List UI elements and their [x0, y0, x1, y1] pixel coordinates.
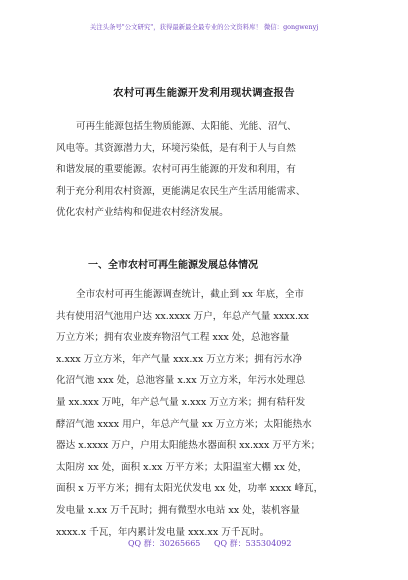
body-paragraph — [56, 284, 356, 543]
footer-qq-group-right: QQ 群：535304092 — [214, 539, 292, 548]
document-title: 农村可再生能源开发利用现状调查报告 — [113, 87, 295, 99]
body-line: 共有使用沼气池用户达 xx.xxxx 万户，年总产气量 xxxx.xx — [56, 310, 309, 322]
intro-line: 风电等。其资源潜力大，环境污染低，是有利于人与自然 — [56, 142, 296, 154]
body-line: x.xxx 万立方米，年产气量 xxx.xx 万立方米；拥有污水净 — [56, 353, 303, 365]
intro-line: 利于充分利用农村资源，更能满足农民生产生活用能需求、 — [56, 185, 306, 197]
body-line: xxxx.x 千瓦，年内累计发电量 xxx.xx 万千瓦时。 — [56, 526, 270, 538]
header-banner: 关注头条号"公文研究"，获得最新最全最专业的公文资料库！ 微信：gongwenyj — [89, 23, 319, 31]
footer — [0, 538, 408, 552]
body-line: 发电量 x.xx 万千瓦时；拥有微型水电站 xx 处，装机容量 — [56, 504, 300, 516]
intro-line: 和谐发展的重要能源。农村可再生能源的开发和利用，有 — [56, 164, 296, 176]
intro-line: 优化农村产业结构和促进农村经济发展。 — [56, 207, 229, 219]
body-line: 太阳房 xx 处，面积 x.xx 万平方米；太阳温室大棚 xx 处， — [56, 461, 308, 473]
body-line: 酵沼气池 xxxx 用户，年总产气量 xx 万立方米；太阳能热水 — [56, 418, 312, 430]
intro-paragraph — [56, 116, 356, 224]
footer-qq-group-left: QQ 群：30265665 — [128, 539, 201, 548]
body-line: 万立方米；拥有农业废弃物沼气工程 xxx 处，总池容量 — [56, 332, 290, 344]
body-line: 量 xx.xxx 万吨，年产总气量 x.xxx 万立方米；拥有秸秆发 — [56, 396, 306, 408]
intro-line: 可再生能源包括生物质能源、太阳能、光能、沼气、 — [76, 121, 297, 132]
body-line: 面积 x 万平方米；拥有太阳光伏发电 xx 处，功率 xxxx 峰瓦， — [56, 483, 324, 495]
body-line: 全市农村可再生能源调查统计，截止到 xx 年底，全市 — [76, 289, 304, 300]
section-heading: 一、全市农村可再生能源发展总体情况 — [88, 260, 258, 271]
body-line: 化沼气池 xxx 处，总池容量 x.xx 万立方米，年污水处理总 — [56, 375, 306, 387]
body-line: 器达 x.xxxx 万户，户用太阳能热水器面积 xx.xxx 万平方米； — [56, 440, 321, 452]
